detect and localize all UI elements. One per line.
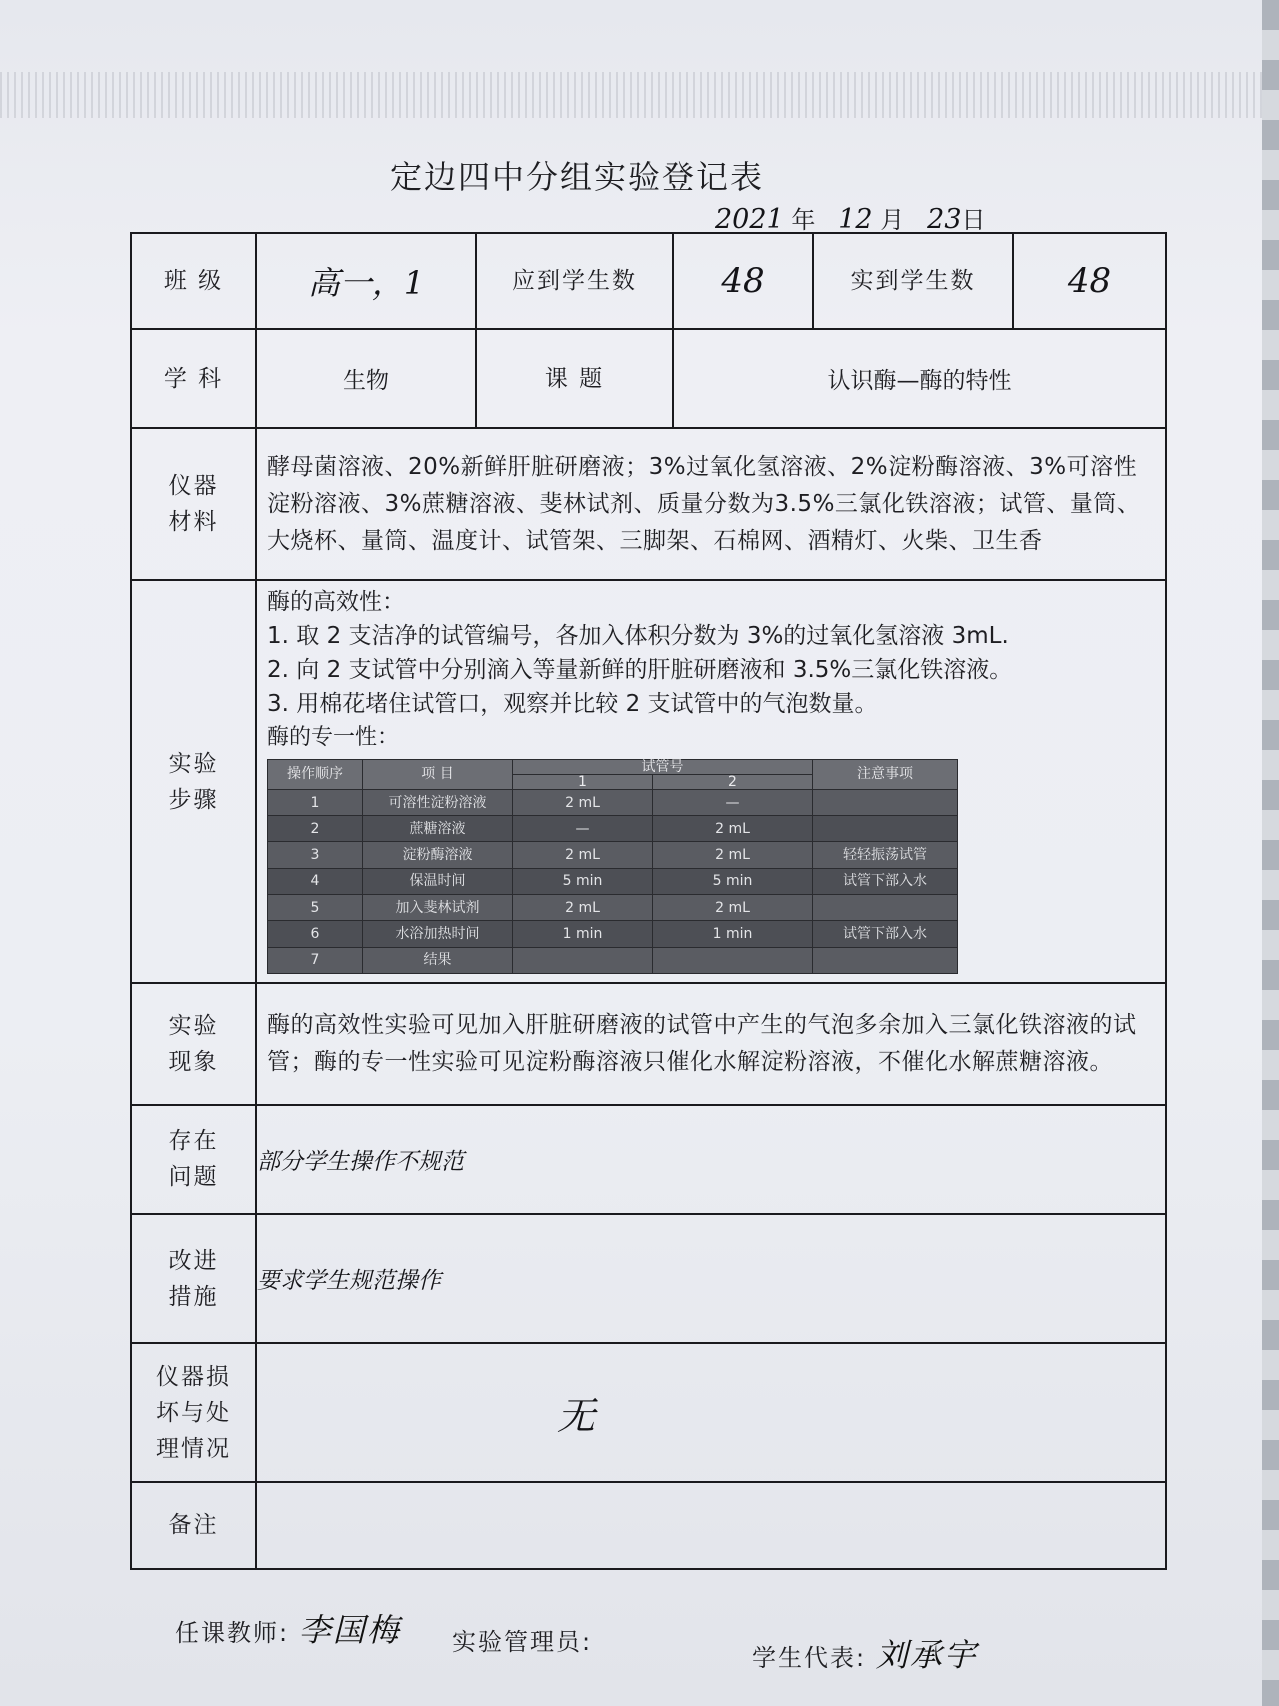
damage-label-line-3: 理情况 xyxy=(156,1435,231,1462)
row-remarks xyxy=(131,1482,1166,1569)
row-problems xyxy=(131,1105,1166,1214)
cell-item: 水浴加热时间 xyxy=(363,921,513,947)
header-order: 操作顺序 xyxy=(268,759,363,789)
cell-tube-1: 1 min xyxy=(513,921,653,947)
cell-item: 加入斐林试剂 xyxy=(363,895,513,921)
registration-table xyxy=(130,232,1167,1570)
steps-label-line-2: 步骤 xyxy=(168,786,219,813)
problems-label-line-2: 问题 xyxy=(168,1164,219,1191)
header-tube: 试管号 xyxy=(513,759,813,774)
cell-tube-2: 1 min xyxy=(653,921,813,947)
cell-item: 保温时间 xyxy=(363,868,513,894)
phenomenon-label-line-2: 现象 xyxy=(168,1049,219,1076)
damage-label-line-2: 坏与处 xyxy=(156,1399,231,1426)
cell-tube-1: 2 mL xyxy=(513,842,653,868)
materials-text: 酵母菌溶液、20%新鲜肝脏研磨液；3%过氧化氢溶液、2%淀粉酶溶液、3%可溶性淀粉溶液、3%蔗糖溶液、斐林试剂、质量分数为3.5%三氯化铁溶液；试管、量筒、大烧杯、量筒、温度计、试管架、三脚架、石棉网、酒精灯、火柴、卫生香 xyxy=(256,428,1166,580)
materials-label xyxy=(131,428,256,580)
form-title: 定边四中分组实验登记表 xyxy=(390,158,765,196)
lab-admin-field xyxy=(452,1622,592,1657)
topic-value: 认识酶—酶的特性 xyxy=(673,329,1166,428)
table-row xyxy=(268,895,958,921)
table-row xyxy=(268,868,958,894)
subject-value: 生物 xyxy=(256,329,476,428)
cell-order: 6 xyxy=(268,921,363,947)
cell-note: 轻轻振荡试管 xyxy=(813,842,958,868)
cell-item: 淀粉酶溶液 xyxy=(363,842,513,868)
cell-tube-1: 2 mL xyxy=(513,895,653,921)
actual-students-label: 实到学生数 xyxy=(813,233,1013,329)
cell-order: 1 xyxy=(268,789,363,815)
table-row xyxy=(268,947,958,973)
student-rep-signature: 刘承宇 xyxy=(875,1636,978,1674)
table-row xyxy=(268,789,958,815)
row-damage xyxy=(131,1343,1166,1482)
cell-tube-1: 5 min xyxy=(513,868,653,894)
cell-note xyxy=(813,816,958,842)
header-tube-2: 2 xyxy=(653,774,813,789)
row-improvements xyxy=(131,1214,1166,1343)
cell-order: 4 xyxy=(268,868,363,894)
materials-label-line-1: 仪器 xyxy=(168,473,219,500)
date-year-unit: 年 xyxy=(791,206,816,234)
header-tube-1: 1 xyxy=(513,774,653,789)
cell-tube-1: 2 mL xyxy=(513,789,653,815)
step-item: 3. 用棉花堵住试管口，观察并比较 2 支试管中的气泡数量。 xyxy=(267,690,878,717)
improvements-label-line-1: 改进 xyxy=(168,1247,219,1274)
specificity-procedure-table xyxy=(267,759,958,974)
row-class xyxy=(131,233,1166,329)
phenomenon-text: 酶的高效性实验可见加入肝脏研磨液的试管中产生的气泡多余加入三氯化铁溶液的试管；酶的专一性实验可见淀粉酶溶液只催化水解淀粉溶液，不催化水解蔗糖溶液。 xyxy=(256,983,1166,1104)
step-item: 1. 取 2 支洁净的试管编号，各加入体积分数为 3%的过氧化氢溶液 3mL. xyxy=(267,622,1009,649)
cell-tube-2: 5 min xyxy=(653,868,813,894)
problems-label xyxy=(131,1105,256,1214)
improvements-value: 要求学生规范操作 xyxy=(256,1214,1166,1343)
date-day: 23 xyxy=(927,204,962,235)
cell-note xyxy=(813,895,958,921)
date-year: 2021 xyxy=(715,204,784,235)
cell-item: 结果 xyxy=(363,947,513,973)
student-rep-label: 学生代表: xyxy=(752,1644,867,1672)
cell-note: 试管下部入水 xyxy=(813,868,958,894)
class-label: 班 级 xyxy=(131,233,256,329)
cell-tube-1: — xyxy=(513,816,653,842)
form-date xyxy=(715,200,986,235)
student-rep-field xyxy=(752,1630,978,1676)
steps-label-line-1: 实验 xyxy=(168,750,219,777)
row-materials xyxy=(131,428,1166,580)
expected-students-label: 应到学生数 xyxy=(476,233,673,329)
steps-content xyxy=(256,580,1166,984)
materials-label-line-2: 材料 xyxy=(168,509,219,536)
cell-order: 7 xyxy=(268,947,363,973)
phenomenon-label xyxy=(131,983,256,1104)
remarks-value xyxy=(256,1482,1166,1569)
topic-label: 课 题 xyxy=(476,329,673,428)
cell-tube-2: 2 mL xyxy=(653,816,813,842)
table-row xyxy=(268,816,958,842)
row-subject xyxy=(131,329,1166,428)
cell-note xyxy=(813,947,958,973)
phenomenon-label-line-1: 实验 xyxy=(168,1013,219,1040)
cell-tube-2: — xyxy=(653,789,813,815)
header-notes: 注意事项 xyxy=(813,759,958,789)
remarks-label: 备注 xyxy=(131,1482,256,1569)
header-item: 项 目 xyxy=(363,759,513,789)
damage-label-line-1: 仪器损 xyxy=(156,1363,231,1390)
actual-students-value: 48 xyxy=(1013,233,1166,329)
teacher-signature: 李国梅 xyxy=(298,1611,401,1649)
cell-item: 蔗糖溶液 xyxy=(363,816,513,842)
expected-students-value: 48 xyxy=(673,233,813,329)
class-value: 高一，1 xyxy=(256,233,476,329)
date-day-unit: 日 xyxy=(961,206,986,234)
improvements-label xyxy=(131,1214,256,1343)
cell-tube-2 xyxy=(653,947,813,973)
teacher-label: 任课教师: xyxy=(175,1619,290,1647)
row-phenomenon xyxy=(131,983,1166,1104)
page-edge xyxy=(1262,0,1279,1706)
teacher-field xyxy=(175,1605,401,1651)
date-month: 12 xyxy=(838,204,873,235)
cell-tube-2: 2 mL xyxy=(653,895,813,921)
cell-tube-2: 2 mL xyxy=(653,842,813,868)
steps-label xyxy=(131,580,256,984)
lab-admin-label: 实验管理员: xyxy=(452,1628,593,1656)
damage-label xyxy=(131,1343,256,1482)
print-bleed-strip xyxy=(0,72,1262,118)
cell-order: 3 xyxy=(268,842,363,868)
problems-label-line-1: 存在 xyxy=(168,1128,219,1155)
cell-tube-1 xyxy=(513,947,653,973)
problems-value: 部分学生操作不规范 xyxy=(256,1105,1166,1214)
step-item: 2. 向 2 支试管中分别滴入等量新鲜的肝脏研磨液和 3.5%三氯化铁溶液。 xyxy=(267,656,1013,683)
damage-value: 无 xyxy=(256,1343,1166,1482)
table-row xyxy=(268,842,958,868)
cell-order: 5 xyxy=(268,895,363,921)
improvements-label-line-2: 措施 xyxy=(168,1283,219,1310)
efficiency-heading: 酶的高效性： xyxy=(267,588,405,615)
specificity-heading: 酶的专一性： xyxy=(267,724,400,750)
cell-item: 可溶性淀粉溶液 xyxy=(363,789,513,815)
cell-note xyxy=(813,789,958,815)
subject-label: 学 科 xyxy=(131,329,256,428)
table-row xyxy=(268,921,958,947)
cell-order: 2 xyxy=(268,816,363,842)
row-steps xyxy=(131,580,1166,984)
date-month-unit: 月 xyxy=(880,206,905,234)
cell-note: 试管下部入水 xyxy=(813,921,958,947)
